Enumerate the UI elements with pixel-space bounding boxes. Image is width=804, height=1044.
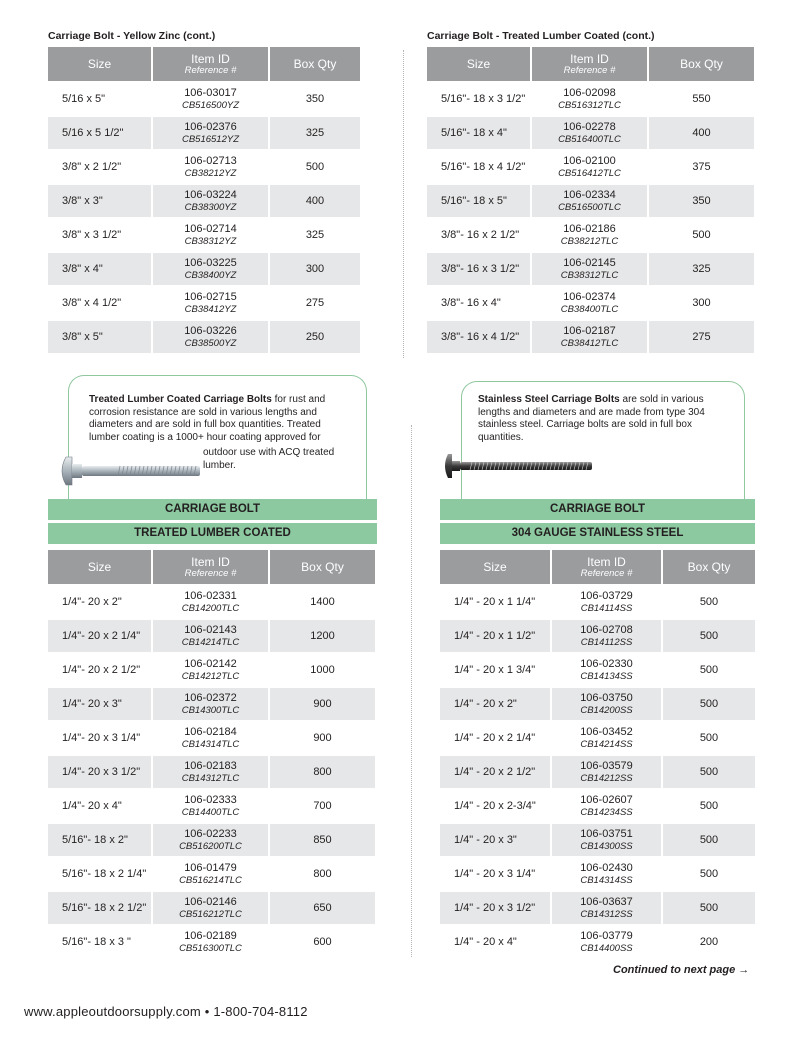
item-id: 106-02233 (184, 827, 237, 840)
box-qty-cell: 325 (269, 218, 360, 252)
item-id-cell (152, 755, 269, 789)
item-id: 106-02186 (563, 222, 616, 235)
item-id-cell (152, 218, 269, 252)
reference-number: CB516212TLC (179, 908, 242, 920)
box-qty-cell: 500 (662, 857, 755, 891)
reference-number: CB38400YZ (184, 269, 237, 281)
size-cell: 5/16"- 18 x 3 1/2" (427, 82, 531, 116)
reference-label: Reference # (184, 567, 237, 579)
column-divider (411, 425, 412, 957)
box-qty-cell: 800 (269, 755, 375, 789)
reference-number: CB14112SS (580, 636, 633, 648)
table-row (427, 82, 754, 116)
item-id: 106-02330 (580, 657, 633, 670)
box-qty-cell: 500 (662, 687, 755, 721)
item-id-cell (152, 823, 269, 857)
size-header: Size (440, 550, 551, 585)
table-row (48, 585, 375, 619)
box-qty-cell: 375 (648, 150, 754, 184)
item-id: 106-02715 (184, 290, 237, 303)
table-row (48, 150, 360, 184)
item-id: 106-03224 (184, 188, 237, 201)
item-id: 106-02372 (184, 691, 237, 704)
box-qty-cell: 500 (662, 789, 755, 823)
item-id: 106-02607 (580, 793, 633, 806)
item-id-cell (531, 82, 648, 116)
size-cell: 1/4" - 20 x 2-3/4" (440, 789, 551, 823)
table-row (440, 687, 755, 721)
size-cell: 1/4" - 20 x 2" (440, 687, 551, 721)
item-id: 106-03579 (580, 759, 633, 772)
box-qty-cell: 275 (648, 320, 754, 353)
item-id: 106-03452 (580, 725, 633, 738)
table-row (48, 823, 375, 857)
item-id-header (152, 47, 269, 82)
item-id-cell (152, 687, 269, 721)
size-cell: 5/16"- 18 x 2 1/2" (48, 891, 152, 925)
box-qty-cell: 400 (648, 116, 754, 150)
box-qty-header: Box Qty (269, 47, 360, 82)
size-cell: 1/4" - 20 x 1 1/2" (440, 619, 551, 653)
box-qty-header: Box Qty (269, 550, 375, 585)
yellow-zinc-table (48, 47, 360, 353)
box-qty-cell: 700 (269, 789, 375, 823)
box-qty-cell: 550 (648, 82, 754, 116)
box-qty-cell: 350 (648, 184, 754, 218)
item-id: 106-03751 (580, 827, 633, 840)
item-id-cell (551, 789, 662, 823)
reference-number: CB14314SS (580, 874, 633, 886)
size-cell: 1/4" - 20 x 1 3/4" (440, 653, 551, 687)
treated-cont-title: Carriage Bolt - Treated Lumber Coated (cont.) (427, 30, 655, 42)
item-id-cell (152, 116, 269, 150)
item-id-label: Item ID (587, 554, 626, 569)
treated-callout-tail: outdoor use with ACQ treated lumber. (203, 447, 335, 471)
box-qty-cell: 300 (269, 252, 360, 286)
size-cell: 1/4" - 20 x 3" (440, 823, 551, 857)
item-id-cell (152, 320, 269, 353)
size-cell: 1/4" - 20 x 1 1/4" (440, 585, 551, 619)
treated-band-carriage-bolt: CARRIAGE BOLT (48, 499, 377, 520)
reference-number: CB38412TLC (560, 337, 619, 349)
size-cell: 3/8"- 16 x 3 1/2" (427, 252, 531, 286)
reference-number: CB516312TLC (558, 99, 621, 111)
table-row (440, 585, 755, 619)
reference-number: CB14400TLC (181, 806, 240, 818)
box-qty-cell: 900 (269, 721, 375, 755)
box-qty-cell: 500 (662, 585, 755, 619)
stainless-callout-heading: Stainless Steel Carriage Bolts (478, 394, 620, 405)
reference-number: CB14314TLC (181, 738, 240, 750)
item-id: 106-02376 (184, 120, 237, 133)
table-row (440, 755, 755, 789)
reference-number: CB14214SS (580, 738, 633, 750)
item-id: 106-02143 (184, 623, 237, 636)
box-qty-cell: 350 (269, 82, 360, 116)
item-id: 106-02713 (184, 154, 237, 167)
table-header-row (48, 47, 360, 82)
table-row (427, 252, 754, 286)
item-id-cell (152, 891, 269, 925)
box-qty-cell: 500 (269, 150, 360, 184)
item-id-label: Item ID (570, 51, 609, 66)
item-id-header (152, 550, 269, 585)
table-row (440, 891, 755, 925)
table-row (440, 721, 755, 755)
item-id-cell (531, 218, 648, 252)
reference-label: Reference # (580, 567, 633, 579)
item-id: 106-02100 (563, 154, 616, 167)
reference-number: CB516200TLC (179, 840, 242, 852)
table-row (48, 925, 375, 958)
item-id: 106-03226 (184, 324, 237, 337)
box-qty-cell: 900 (269, 687, 375, 721)
box-qty-cell: 500 (662, 755, 755, 789)
size-cell: 5/16 x 5" (48, 82, 152, 116)
item-id-cell (152, 150, 269, 184)
table-row (48, 687, 375, 721)
box-qty-cell: 300 (648, 286, 754, 320)
item-id-cell (551, 619, 662, 653)
size-cell: 3/8" x 5" (48, 320, 152, 353)
table-row (427, 286, 754, 320)
table-row (48, 619, 375, 653)
reference-number: CB14134SS (580, 670, 633, 682)
table-row (48, 116, 360, 150)
table-row (427, 184, 754, 218)
size-cell: 1/4" - 20 x 3 1/2" (440, 891, 551, 925)
item-id: 106-02146 (184, 895, 237, 908)
size-cell: 5/16"- 18 x 4" (427, 116, 531, 150)
table-row (440, 925, 755, 958)
reference-number: CB38212TLC (560, 235, 619, 247)
treated-cont-table (427, 47, 754, 353)
item-id: 106-02189 (184, 929, 237, 942)
table-header-row (48, 550, 375, 585)
treated-callout-text (89, 394, 354, 444)
size-cell: 1/4" - 20 x 2 1/4" (440, 721, 551, 755)
reference-number: CB14200SS (580, 704, 633, 716)
box-qty-cell: 600 (269, 925, 375, 958)
treated-callout-body: for rust and corrosion resistance are sold in various lengths and diameters and are sold in full box quantities. Treated lumber coating is a 1000+ hour coating approved for (89, 394, 326, 443)
table-row (48, 789, 375, 823)
size-header: Size (48, 47, 152, 82)
size-cell: 5/16"- 18 x 4 1/2" (427, 150, 531, 184)
reference-number: CB516214TLC (179, 874, 242, 886)
item-id-cell (551, 823, 662, 857)
item-id-cell (152, 252, 269, 286)
reference-number: CB14300SS (580, 840, 633, 852)
stainless-band-gauge: 304 GAUGE STAINLESS STEEL (440, 523, 755, 544)
item-id-cell (152, 184, 269, 218)
box-qty-cell: 850 (269, 823, 375, 857)
size-cell: 1/4" - 20 x 4" (440, 925, 551, 958)
table-row (440, 789, 755, 823)
size-header: Size (427, 47, 531, 82)
item-id: 106-02187 (563, 324, 616, 337)
item-id-cell (551, 687, 662, 721)
size-cell: 5/16"- 18 x 2" (48, 823, 152, 857)
reference-number: CB38400TLC (560, 303, 619, 315)
item-id-cell (152, 925, 269, 958)
item-id: 106-02184 (184, 725, 237, 738)
box-qty-cell: 250 (269, 320, 360, 353)
reference-number: CB14200TLC (181, 602, 240, 614)
item-id-cell (551, 721, 662, 755)
box-qty-cell: 1400 (269, 585, 375, 619)
box-qty-cell: 1000 (269, 653, 375, 687)
reference-number: CB14212SS (580, 772, 633, 784)
item-id-cell (531, 286, 648, 320)
item-id: 106-02708 (580, 623, 633, 636)
reference-number: CB14300TLC (181, 704, 240, 716)
table-row (48, 320, 360, 353)
item-id-header (551, 550, 662, 585)
box-qty-cell: 650 (269, 891, 375, 925)
table-row (48, 252, 360, 286)
item-id-header (531, 47, 648, 82)
table-header-row (440, 550, 755, 585)
item-id: 106-02278 (563, 120, 616, 133)
table-row (427, 218, 754, 252)
box-qty-cell: 500 (662, 891, 755, 925)
size-cell: 1/4"- 20 x 2 1/4" (48, 619, 152, 653)
item-id-label: Item ID (191, 554, 230, 569)
size-cell: 1/4" - 20 x 3 1/4" (440, 857, 551, 891)
size-cell: 1/4" - 20 x 2 1/2" (440, 755, 551, 789)
reference-number: CB14212TLC (181, 670, 240, 682)
item-id-label: Item ID (191, 51, 230, 66)
box-qty-cell: 325 (648, 252, 754, 286)
item-id-cell (152, 653, 269, 687)
box-qty-cell: 500 (662, 721, 755, 755)
item-id: 106-03750 (580, 691, 633, 704)
reference-label: Reference # (184, 64, 237, 76)
item-id: 106-02331 (184, 589, 237, 602)
item-id-cell (551, 857, 662, 891)
size-cell: 1/4"- 20 x 3 1/4" (48, 721, 152, 755)
size-cell: 5/16 x 5 1/2" (48, 116, 152, 150)
reference-number: CB38300YZ (184, 201, 237, 213)
continued-link[interactable]: Continued to next page → (613, 964, 750, 976)
box-qty-cell: 500 (662, 823, 755, 857)
item-id-cell (152, 789, 269, 823)
table-row (440, 857, 755, 891)
item-id: 106-02098 (563, 86, 616, 99)
item-id-cell (551, 925, 662, 958)
box-qty-cell: 325 (269, 116, 360, 150)
table-row (48, 891, 375, 925)
column-divider (403, 50, 404, 358)
reference-number: CB38312YZ (184, 235, 237, 247)
stainless-carriage-bolt-image (442, 452, 596, 480)
reference-number: CB38500YZ (184, 337, 237, 349)
treated-lumber-table (48, 550, 375, 958)
reference-number: CB38212YZ (184, 167, 237, 179)
size-cell: 3/8"- 16 x 4 1/2" (427, 320, 531, 353)
size-cell: 3/8" x 4" (48, 252, 152, 286)
box-qty-cell: 1200 (269, 619, 375, 653)
reference-label: Reference # (563, 64, 616, 76)
size-cell: 1/4"- 20 x 2 1/2" (48, 653, 152, 687)
reference-number: CB14312TLC (181, 772, 240, 784)
table-row (48, 653, 375, 687)
table-header-row (427, 47, 754, 82)
item-id: 106-03729 (580, 589, 633, 602)
footer-contact: www.appleoutdoorsupply.com • 1-800-704-8112 (24, 1004, 308, 1019)
table-row (440, 653, 755, 687)
item-id: 106-02145 (563, 256, 616, 269)
box-qty-cell: 200 (662, 925, 755, 958)
item-id-cell (551, 755, 662, 789)
reference-number: CB14114SS (580, 602, 633, 614)
item-id: 106-01479 (184, 861, 237, 874)
item-id-cell (531, 150, 648, 184)
table-row (440, 823, 755, 857)
item-id: 106-03779 (580, 929, 633, 942)
reference-number: CB516512YZ (181, 133, 240, 145)
item-id: 106-02333 (184, 793, 237, 806)
treated-callout-heading: Treated Lumber Coated Carriage Bolts (89, 394, 272, 405)
item-id: 106-02334 (563, 188, 616, 201)
size-cell: 1/4"- 20 x 4" (48, 789, 152, 823)
size-cell: 1/4"- 20 x 3" (48, 687, 152, 721)
table-row (48, 218, 360, 252)
size-cell: 5/16"- 18 x 3 " (48, 925, 152, 958)
item-id: 106-02142 (184, 657, 237, 670)
table-row (48, 82, 360, 116)
table-row (48, 286, 360, 320)
item-id-cell (531, 184, 648, 218)
item-id-cell (152, 286, 269, 320)
reference-number: CB14312SS (580, 908, 633, 920)
size-cell: 5/16"- 18 x 2 1/4" (48, 857, 152, 891)
table-row (48, 755, 375, 789)
item-id: 106-02714 (184, 222, 237, 235)
box-qty-cell: 500 (648, 218, 754, 252)
item-id: 106-02374 (563, 290, 616, 303)
reference-number: CB38312TLC (560, 269, 619, 281)
reference-number: CB516300TLC (179, 942, 242, 954)
size-cell: 3/8"- 16 x 2 1/2" (427, 218, 531, 252)
item-id-cell (551, 891, 662, 925)
box-qty-header: Box Qty (662, 550, 755, 585)
treated-carriage-bolt-image (58, 453, 206, 489)
reference-number: CB38412YZ (184, 303, 237, 315)
item-id: 106-02430 (580, 861, 633, 874)
table-row (427, 150, 754, 184)
item-id-cell (531, 116, 648, 150)
item-id-cell (152, 585, 269, 619)
table-row (48, 857, 375, 891)
stainless-table (440, 550, 755, 958)
reference-number: CB14400SS (580, 942, 633, 954)
item-id-cell (551, 653, 662, 687)
item-id: 106-03225 (184, 256, 237, 269)
stainless-callout-text (478, 394, 730, 444)
size-cell: 3/8" x 4 1/2" (48, 286, 152, 320)
item-id-cell (152, 82, 269, 116)
item-id-cell (152, 857, 269, 891)
stainless-callout-body: are sold in various lengths and diameters and are made from type 304 stainless steel. Carriage bolts are sold in full box quantities. (478, 394, 705, 443)
reference-number: CB14214TLC (181, 636, 240, 648)
table-row (48, 721, 375, 755)
size-header: Size (48, 550, 152, 585)
reference-number: CB14234SS (580, 806, 633, 818)
box-qty-cell: 400 (269, 184, 360, 218)
size-cell: 1/4"- 20 x 2" (48, 585, 152, 619)
size-cell: 3/8" x 2 1/2" (48, 150, 152, 184)
size-cell: 3/8"- 16 x 4" (427, 286, 531, 320)
yellow-zinc-title: Carriage Bolt - Yellow Zinc (cont.) (48, 30, 216, 42)
table-row (440, 619, 755, 653)
reference-number: CB516400TLC (558, 133, 621, 145)
table-row (48, 184, 360, 218)
box-qty-cell: 500 (662, 653, 755, 687)
item-id-cell (152, 619, 269, 653)
stainless-band-carriage-bolt: CARRIAGE BOLT (440, 499, 755, 520)
box-qty-cell: 500 (662, 619, 755, 653)
reference-number: CB516500TLC (558, 201, 621, 213)
item-id: 106-02183 (184, 759, 237, 772)
size-cell: 5/16"- 18 x 5" (427, 184, 531, 218)
table-row (427, 320, 754, 353)
size-cell: 3/8" x 3" (48, 184, 152, 218)
size-cell: 3/8" x 3 1/2" (48, 218, 152, 252)
item-id-cell (152, 721, 269, 755)
item-id-cell (531, 320, 648, 353)
box-qty-header: Box Qty (648, 47, 754, 82)
item-id-cell (551, 585, 662, 619)
size-cell: 1/4"- 20 x 3 1/2" (48, 755, 152, 789)
item-id: 106-03017 (184, 86, 237, 99)
item-id-cell (531, 252, 648, 286)
box-qty-cell: 275 (269, 286, 360, 320)
treated-band-coating: TREATED LUMBER COATED (48, 523, 377, 544)
table-row (427, 116, 754, 150)
reference-number: CB516500YZ (181, 99, 240, 111)
item-id: 106-03637 (580, 895, 633, 908)
box-qty-cell: 800 (269, 857, 375, 891)
reference-number: CB516412TLC (558, 167, 621, 179)
